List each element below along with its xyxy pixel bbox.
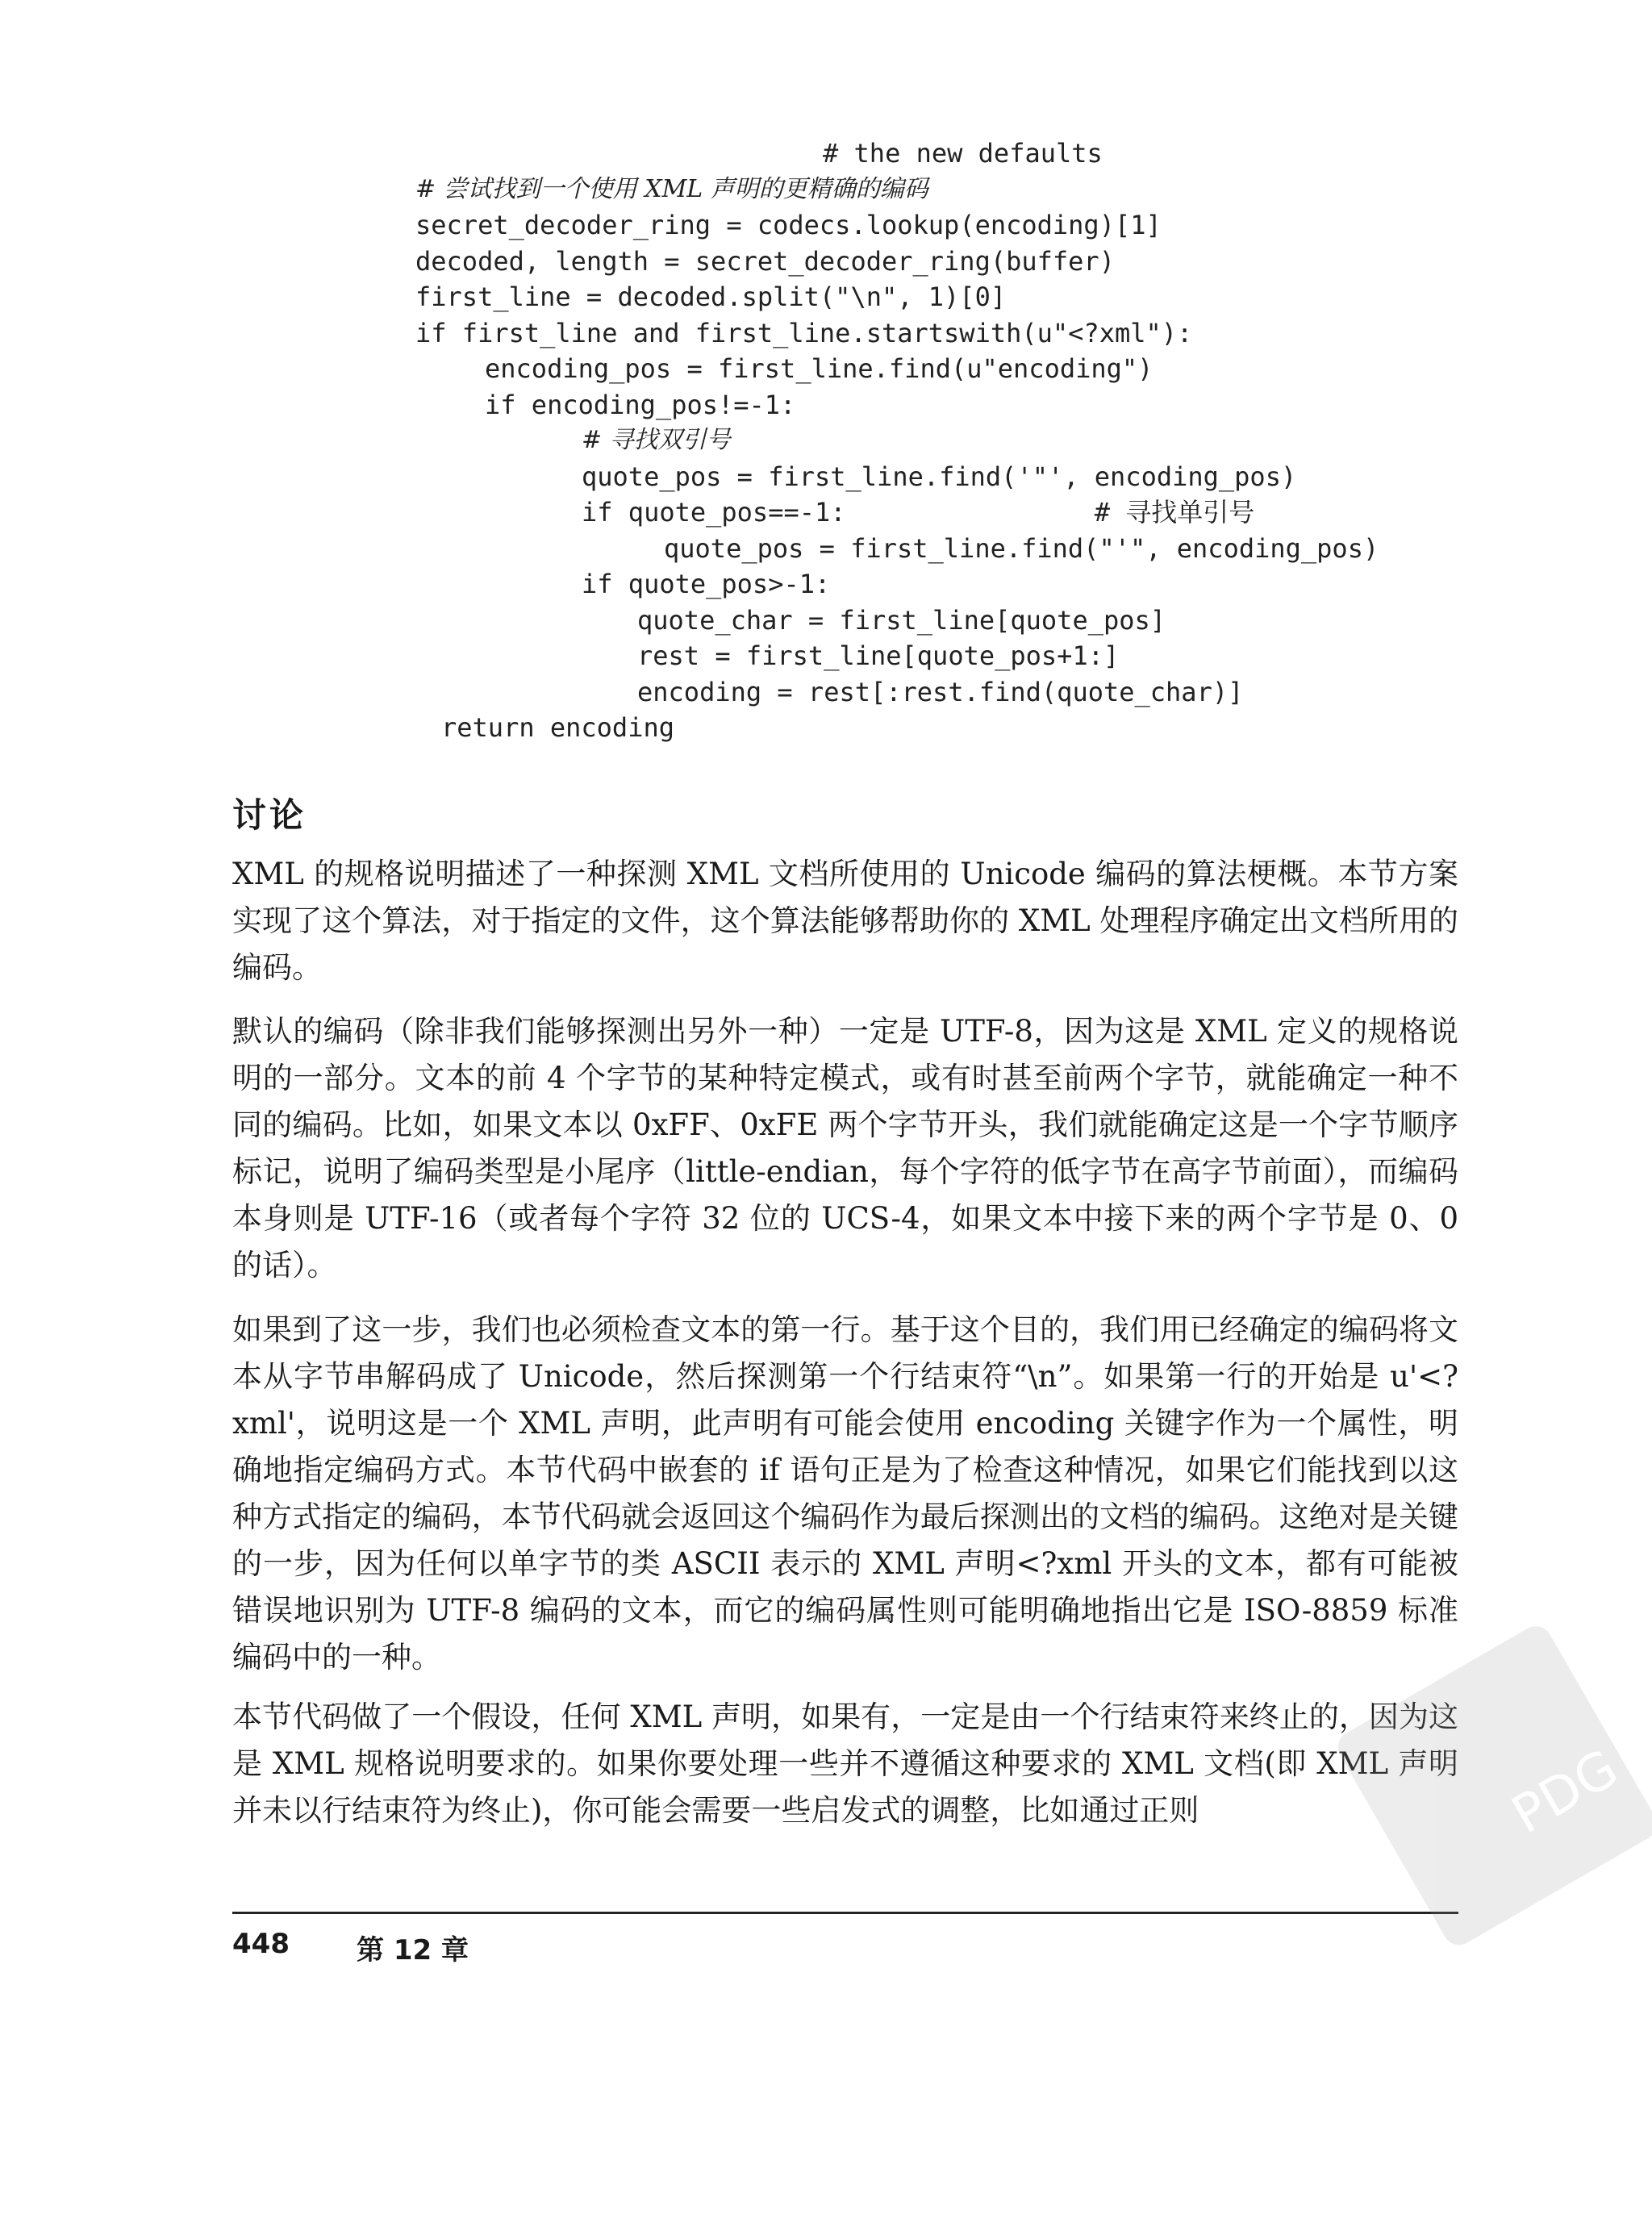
chapter-label: 第 12 章 [357, 1934, 469, 1966]
code-line: rest = first_line[quote_pos+1:] [637, 640, 1120, 671]
section-heading: 讨论 [232, 795, 307, 835]
code-line: if quote_pos>-1: [582, 569, 831, 599]
code-line: secret_decoder_ring = codecs.lookup(encoding)[1] [415, 210, 1162, 240]
code-line: if quote_pos==-1: # 寻找单引号 [582, 497, 1255, 528]
code-line: quote_char = first_line[quote_pos] [637, 604, 1166, 636]
footer-rule [232, 1912, 1458, 1914]
code-line: if first_line and first_line.startswith(u"<?xml"): [415, 317, 1193, 348]
code-line: quote_pos = first_line.find("'", encoding_pos) [664, 532, 1379, 564]
code-line: return encoding [441, 712, 674, 743]
code-line: if encoding_pos!=-1: [485, 389, 796, 420]
code-line: encoding_pos = first_line.find(u"encoding") [485, 353, 1153, 384]
paragraph-1: XML 的规格说明描述了一种探测 XML 文档所使用的 Unicode 编码的算法梗概。本节方案实现了这个算法，对于指定的文件，这个算法能够帮助你的 XML 处理程序确定出文档所用的编码。 [232, 857, 1458, 985]
code-line: # the new defaults [823, 138, 1103, 169]
code-line: # 寻找双引号 [582, 426, 731, 454]
watermark-text: PDG [1502, 1738, 1629, 1846]
paragraph-3: 如果到了这一步，我们也必须检查文本的第一行。基于这个目的，我们用已经确定的编码将文本从字节串解码成了 Unicode，然后探测第一个行结束符“\n”。如果第一行的开始是 u'<?xml'，说明这是一个 XML 声明，此声明有可能会使用 encoding 关键字作为一个属性，明确地指定编码方式。本节代码中嵌套的 if 语句正是为了检查这种情况，如果它们能找到以这种方式指定的编码，本节代码就会返回这个编码作为最后探测出的文档的编码。这绝对是关键的一步，因为任何以单字节的类 ASCII 表示的 XML 声明<?xml 开头的文本，都有可能被错误地识别为 UTF-8 编码的文本，而它的编码属性则可能明确地指出它是 ISO-8859 标准编码中的一种。 [232, 1312, 1458, 1675]
paragraph-4: 本节代码做了一个假设，任何 XML 声明，如果有，一定是由一个行结束符来终止的，因为这是 XML 规格说明要求的。如果你要处理一些并不遵循这种要求的 XML 文档(即 XML 声明并未以行结束符为终止)，你可能会需要一些启发式的调整，比如通过正则 [232, 1700, 1458, 1828]
code-line: encoding = rest[:rest.find(quote_char)] [637, 676, 1244, 707]
paragraph-2: 默认的编码（除非我们能够探测出另外一种）一定是 UTF-8，因为这是 XML 定义的规格说明的一部分。文本的前 4 个字节的某种特定模式，或有时甚至前两个字节，就能确定一种不同的编码。比如，如果文本以 0xFF、0xFE 两个字节开头，我们就能确定这是一个字节顺序标记，说明了编码类型是小尾序（little-endian，每个字符的低字节在高字节前面），而编码本身则是 UTF-16（或者每个字符 32 位的 UCS-4，如果文本中接下来的两个字节是 0、0 的话）。 [232, 1014, 1458, 1282]
code-line: # 尝试找到一个使用 XML 声明的更精确的编码 [415, 174, 928, 203]
code-line: decoded, length = secret_decoder_ring(buffer) [415, 245, 1115, 277]
code-line: first_line = decoded.split("\n", 1)[0] [415, 282, 1007, 312]
code-line: quote_pos = first_line.find('"', encoding_pos) [582, 461, 1297, 492]
page-number: 448 [232, 1928, 290, 1960]
